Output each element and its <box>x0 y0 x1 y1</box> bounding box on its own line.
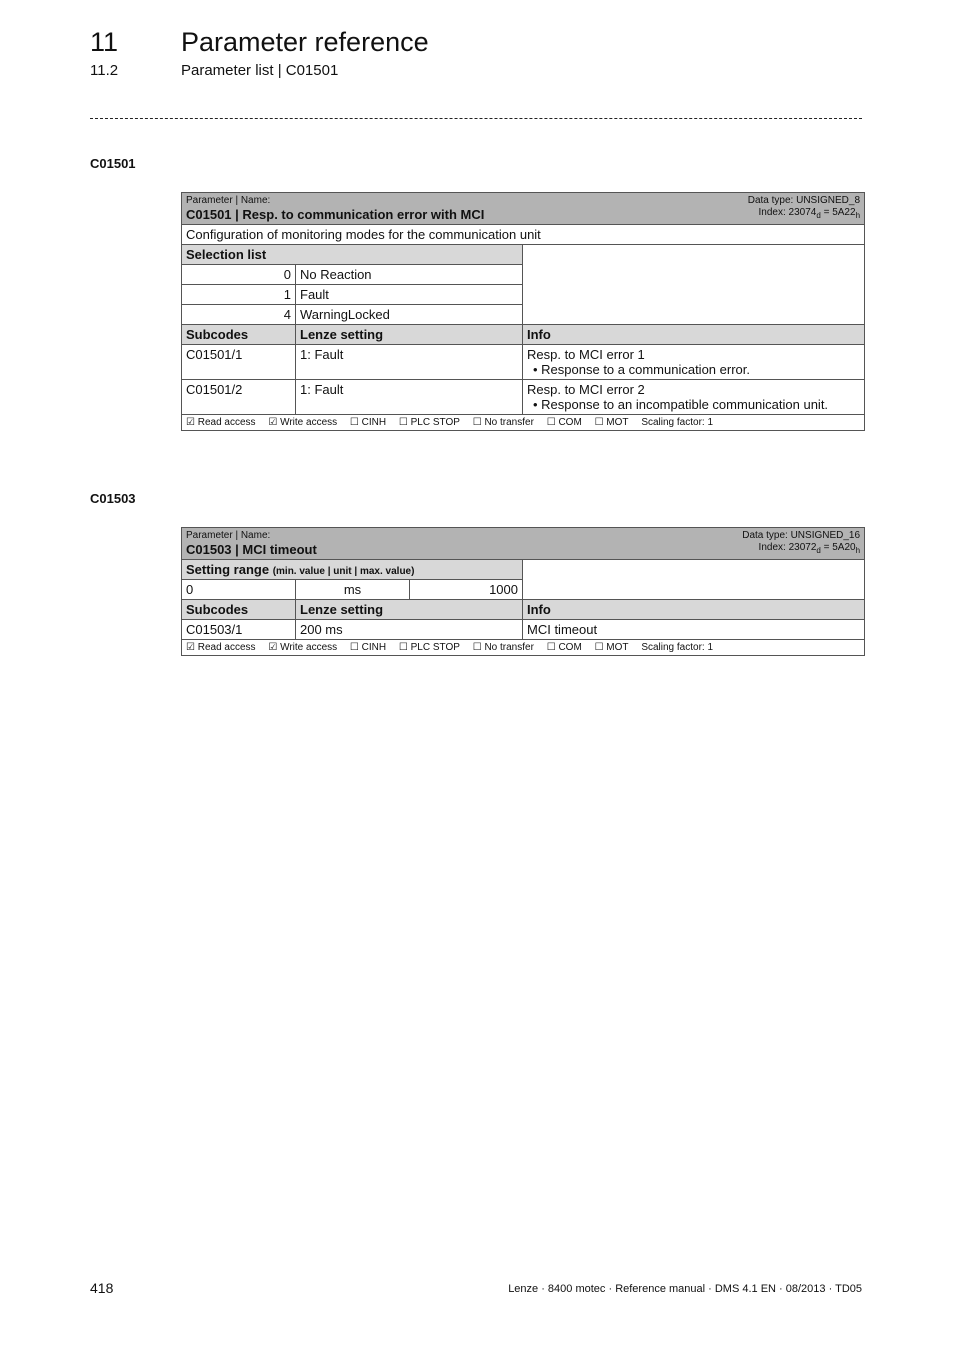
section-number: 11.2 <box>90 62 119 79</box>
c01503-header-row <box>182 528 865 560</box>
dashed-divider <box>90 118 862 119</box>
c01501-selection-label: Selection list <box>182 245 523 265</box>
c01503-range-label: Setting range (min. value | unit | max. value) <box>182 560 523 580</box>
chapter-number: 11 <box>90 27 119 57</box>
c01501-blank-cell <box>523 245 865 325</box>
c01501-access-footer: ☑ Read access ☑ Write access ☐ CINH ☐ PLC STOP ☐ No transfer ☐ COM ☐ MOT Scaling factor: 1 <box>182 415 865 431</box>
c01501-data-type: Data type: UNSIGNED_8 <box>747 195 861 206</box>
c01503-data-type: Data type: UNSIGNED_16 <box>742 530 861 541</box>
c01503-index: Index: $23072_d = 5A20_h$ <box>758 542 861 555</box>
c01501-index: Index: $23074_d = 5A22_h$ <box>758 207 861 220</box>
c01501-column-headers: Subcodes Lenze setting Info <box>182 325 865 345</box>
c01503-column-headers: Subcodes Lenze setting Info <box>182 600 865 620</box>
chapter-title: Parameter reference <box>181 27 429 57</box>
c01501-heading: C01501 <box>90 156 136 171</box>
c01501-param-label: Parameter | Name: <box>186 195 271 206</box>
c01501-param-name: C01501 | Resp. to communication error with MCI <box>186 207 485 222</box>
selection-item: 1 Fault <box>182 285 865 305</box>
c01503-param-name: C01503 | MCI timeout <box>186 542 317 557</box>
c01503-blank-cell <box>523 560 865 600</box>
c01503-table <box>181 527 865 656</box>
table-row: C01501/1 1: Fault Resp. to MCI error 1 • Response to a communication error. <box>182 345 865 380</box>
c01503-range-values: 0 ms 1000 <box>182 580 865 600</box>
c01503-access-footer: ☑ Read access ☑ Write access ☐ CINH ☐ PLC STOP ☐ No transfer ☐ COM ☐ MOT Scaling factor: 1 <box>182 640 865 656</box>
c01501-table <box>181 192 865 431</box>
section-title: Parameter list | C01501 <box>181 62 339 79</box>
c01501-description: Configuration of monitoring modes for the communication unit <box>182 225 865 245</box>
table-row: C01501/2 1: Fault Resp. to MCI error 2 • Response to an incompatible communication unit. <box>182 380 865 415</box>
footer-info: Lenze · 8400 motec · Reference manual · DMS 4.1 EN · 08/2013 · TD05 <box>508 1283 862 1295</box>
c01501-header-row <box>182 193 865 225</box>
page-number: 418 <box>90 1280 114 1296</box>
selection-item: 0 No Reaction <box>182 265 865 285</box>
c01503-param-label: Parameter | Name: <box>186 530 271 541</box>
selection-item: 4 WarningLocked <box>182 305 865 325</box>
c01503-heading: C01503 <box>90 491 136 506</box>
table-row: C01503/1 200 ms MCI timeout <box>182 620 865 640</box>
